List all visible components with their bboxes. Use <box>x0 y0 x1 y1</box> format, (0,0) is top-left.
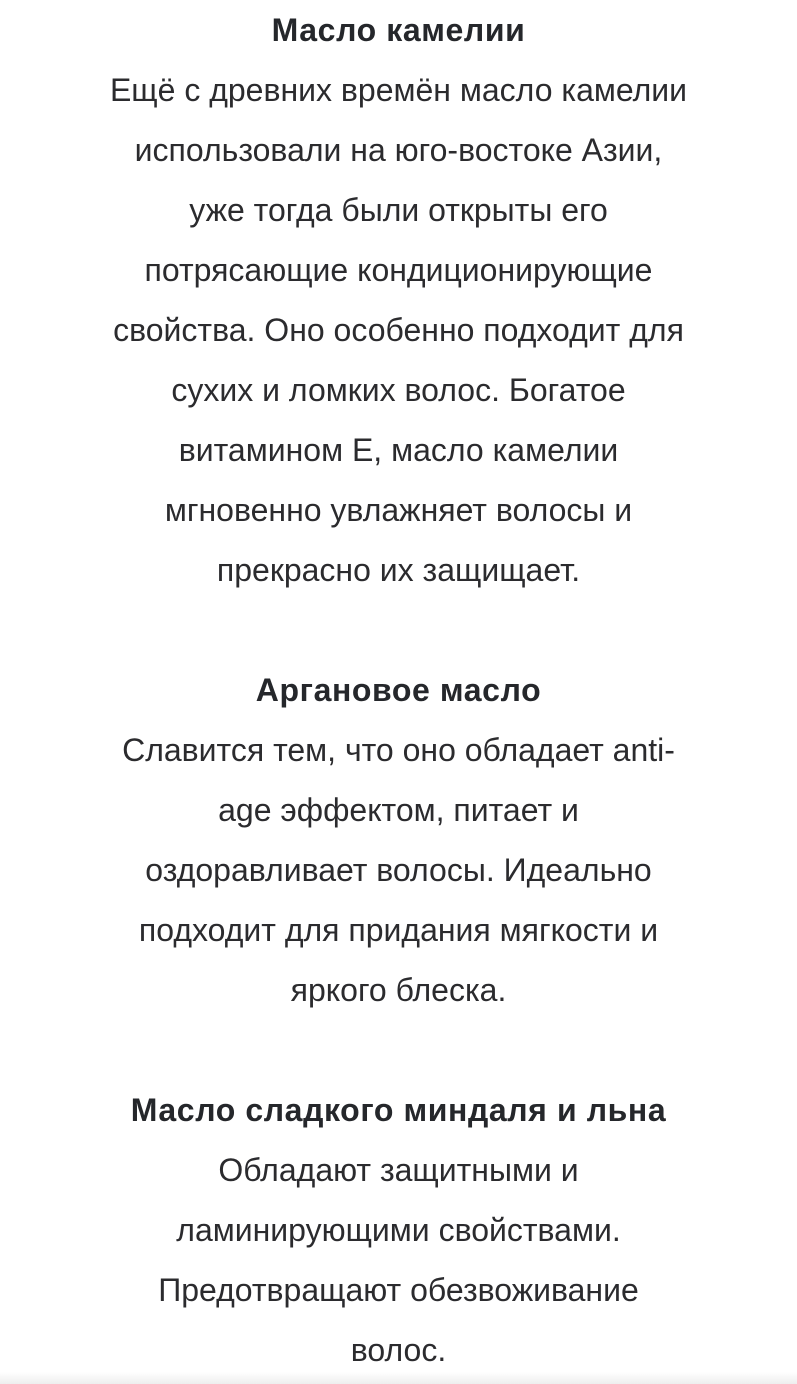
section-heading: Масло камелии <box>271 12 526 48</box>
paragraph-line: уже тогда были открыты его <box>189 192 608 228</box>
paragraph-line: яркого блеска. <box>290 972 507 1008</box>
paragraph-line: потрясающие кондиционирующие <box>144 252 653 288</box>
paragraph-line: Славится тем, что оно обладает anti- <box>122 732 675 768</box>
section-spacer <box>0 600 797 660</box>
bottom-fade <box>0 1372 797 1384</box>
paragraph-line: витамином Е, масло камелии <box>178 432 619 468</box>
paragraph-line: оздоравливает волосы. Идеально <box>145 852 652 888</box>
section-camellia-oil <box>49 0 749 600</box>
section-almond-flax-oil <box>49 1080 749 1380</box>
section-paragraph <box>49 720 749 1020</box>
paragraph-line: ламинирующими свойствами. <box>176 1212 621 1248</box>
paragraph-line: Обладают защитными и <box>218 1152 579 1188</box>
section-paragraph <box>49 60 749 600</box>
paragraph-line: Ещё с древних времён масло камелии <box>109 72 688 108</box>
paragraph-line: свойства. Оно особенно подходит для <box>113 312 684 348</box>
paragraph-line: использовали на юго-востоке Азии, <box>134 132 663 168</box>
section-argan-oil <box>49 660 749 1020</box>
paragraph-line: прекрасно их защищает. <box>216 552 581 588</box>
section-heading: Масло сладкого миндаля и льна <box>130 1092 667 1128</box>
paragraph-line: подходит для придания мягкости и <box>138 912 659 948</box>
paragraph-line: Предотвращают обезвоживание <box>158 1272 639 1308</box>
section-spacer <box>0 1020 797 1080</box>
paragraph-line: сухих и ломких волос. Богатое <box>171 372 626 408</box>
section-paragraph <box>49 1140 749 1380</box>
paragraph-line: мгновенно увлажняет волосы и <box>164 492 633 528</box>
section-heading: Аргановое масло <box>255 672 542 708</box>
paragraph-line: волос. <box>350 1332 447 1368</box>
paragraph-line: age эффектом, питает и <box>218 792 579 828</box>
